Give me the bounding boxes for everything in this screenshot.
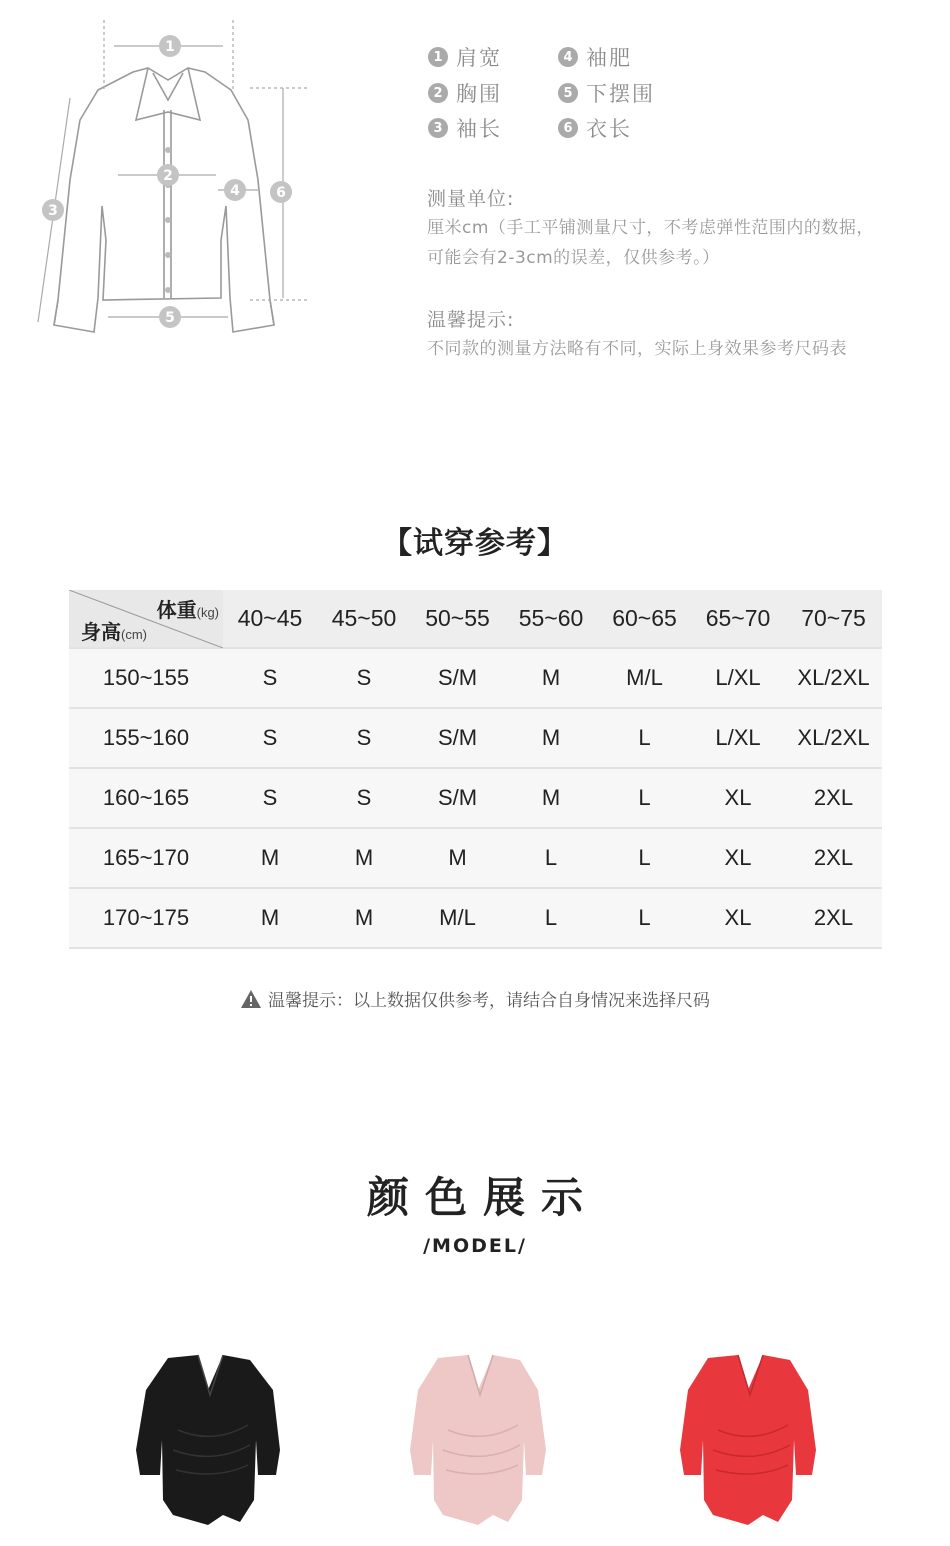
size-cell: S bbox=[262, 785, 278, 810]
weight-column-header: 65~70 bbox=[705, 605, 771, 631]
number-badge: 3 bbox=[428, 118, 448, 138]
measure-unit-title: 测量单位: bbox=[427, 188, 515, 210]
size-cell: S/M bbox=[437, 785, 478, 810]
size-cell: S bbox=[356, 665, 372, 690]
number-badge: 6 bbox=[558, 118, 578, 138]
legend-label: 肩宽 bbox=[456, 46, 502, 70]
measure-unit-line-1: 厘米cm（手工平铺测量尺寸，不考虑弹性范围内的数据， bbox=[427, 218, 874, 238]
diagram-num-1: 1 bbox=[165, 39, 175, 55]
number-badge: 4 bbox=[558, 47, 578, 67]
table-row bbox=[69, 768, 882, 828]
weight-column-header: 55~60 bbox=[518, 605, 584, 631]
size-cell: XL bbox=[724, 785, 752, 810]
size-cell: S/M bbox=[437, 665, 478, 690]
weight-column-header: 40~45 bbox=[237, 605, 303, 631]
size-cell: XL/2XL bbox=[797, 665, 870, 690]
number-badge: 5 bbox=[558, 83, 578, 103]
size-cell: M bbox=[354, 905, 374, 930]
size-cell: L/XL bbox=[715, 665, 761, 690]
color-display-title: 颜色展示 bbox=[366, 1173, 599, 1222]
height-cell: 165~170 bbox=[102, 845, 190, 870]
height-cell: 160~165 bbox=[102, 785, 190, 810]
shirt-measurement-diagram bbox=[18, 10, 318, 345]
size-cell: L bbox=[638, 785, 651, 810]
legend-label: 衣长 bbox=[586, 117, 632, 141]
legend-item-sleeve-length bbox=[428, 113, 502, 143]
number-badge: 1 bbox=[428, 47, 448, 67]
size-cell: M bbox=[260, 905, 280, 930]
size-cell: 2XL bbox=[813, 785, 854, 810]
legend-label: 袖长 bbox=[456, 117, 502, 141]
red-top-image bbox=[668, 1350, 828, 1530]
size-cell: S bbox=[356, 725, 372, 750]
diagram-num-3: 3 bbox=[48, 203, 58, 219]
size-cell: M bbox=[448, 845, 467, 870]
size-cell: L/XL bbox=[715, 725, 761, 750]
warning-icon bbox=[240, 989, 262, 1009]
measurement-section bbox=[0, 0, 950, 400]
size-cell: XL bbox=[724, 845, 752, 870]
legend-item-hem bbox=[558, 78, 655, 108]
height-cell: 170~175 bbox=[102, 905, 190, 930]
number-badge: 2 bbox=[428, 83, 448, 103]
weight-column-header: 60~65 bbox=[612, 605, 677, 631]
table-row bbox=[69, 888, 882, 948]
size-cell: L bbox=[544, 905, 558, 930]
size-cell: M bbox=[541, 665, 561, 690]
weight-column-header: 70~75 bbox=[801, 605, 866, 631]
size-cell: M/L bbox=[439, 905, 476, 930]
size-cell: M bbox=[354, 845, 374, 870]
table-row bbox=[69, 708, 882, 768]
size-cell: S bbox=[262, 725, 278, 750]
table-header-row bbox=[69, 590, 882, 648]
notice-title: 温馨提示: bbox=[427, 309, 515, 331]
size-cell: 2XL bbox=[813, 845, 854, 870]
black-top-image bbox=[128, 1350, 288, 1530]
weight-column-header: 45~50 bbox=[331, 605, 397, 631]
size-cell: M bbox=[260, 845, 280, 870]
size-tip-text: 温馨提示：以上数据仅供参考，请结合自身情况来选择尺码 bbox=[268, 991, 710, 1011]
legend-item-sleeve-width bbox=[558, 42, 632, 72]
size-reference-table bbox=[69, 590, 882, 949]
notice-text: 不同款的测量方法略有不同，实际上身效果参考尺码表 bbox=[427, 339, 847, 359]
size-cell: L bbox=[638, 845, 651, 870]
legend-item-length bbox=[558, 113, 632, 143]
height-header: 身高(cm) bbox=[81, 622, 147, 644]
legend-label: 下摆围 bbox=[586, 82, 655, 106]
size-cell: L bbox=[638, 905, 651, 930]
height-cell: 155~160 bbox=[102, 725, 190, 750]
size-cell: L bbox=[544, 845, 558, 870]
size-cell: S/M bbox=[437, 725, 478, 750]
legend-label: 袖肥 bbox=[586, 46, 632, 70]
measure-unit-line-2: 可能会有2-3cm的误差，仅供参考。） bbox=[427, 248, 720, 268]
height-cell: 150~155 bbox=[102, 665, 190, 690]
legend-label: 胸围 bbox=[456, 82, 502, 106]
table-corner-cell bbox=[69, 590, 223, 648]
size-tip bbox=[0, 986, 950, 1011]
diagram-num-6: 6 bbox=[276, 185, 286, 201]
size-cell: M bbox=[541, 785, 561, 810]
legend-item-shoulder bbox=[428, 42, 502, 72]
size-cell: 2XL bbox=[813, 905, 854, 930]
table-row bbox=[69, 648, 882, 708]
size-cell: XL bbox=[724, 905, 752, 930]
size-cell: M bbox=[541, 725, 561, 750]
size-cell: L bbox=[638, 725, 651, 750]
table-row bbox=[69, 828, 882, 888]
weight-column-header: 50~55 bbox=[425, 605, 490, 631]
diagram-num-2: 2 bbox=[163, 168, 173, 184]
pink-top-image bbox=[398, 1350, 558, 1530]
model-subtitle: /MODEL/ bbox=[423, 1235, 527, 1257]
size-cell: S bbox=[356, 785, 372, 810]
size-cell: XL/2XL bbox=[797, 725, 870, 750]
legend-item-chest bbox=[428, 78, 502, 108]
weight-header: 体重(kg) bbox=[156, 600, 219, 622]
diagram-num-4: 4 bbox=[230, 183, 240, 199]
tryon-title: 【试穿参考】 bbox=[382, 526, 568, 561]
size-cell: M/L bbox=[626, 665, 663, 690]
size-cell: S bbox=[262, 665, 278, 690]
diagram-num-5: 5 bbox=[165, 310, 175, 326]
